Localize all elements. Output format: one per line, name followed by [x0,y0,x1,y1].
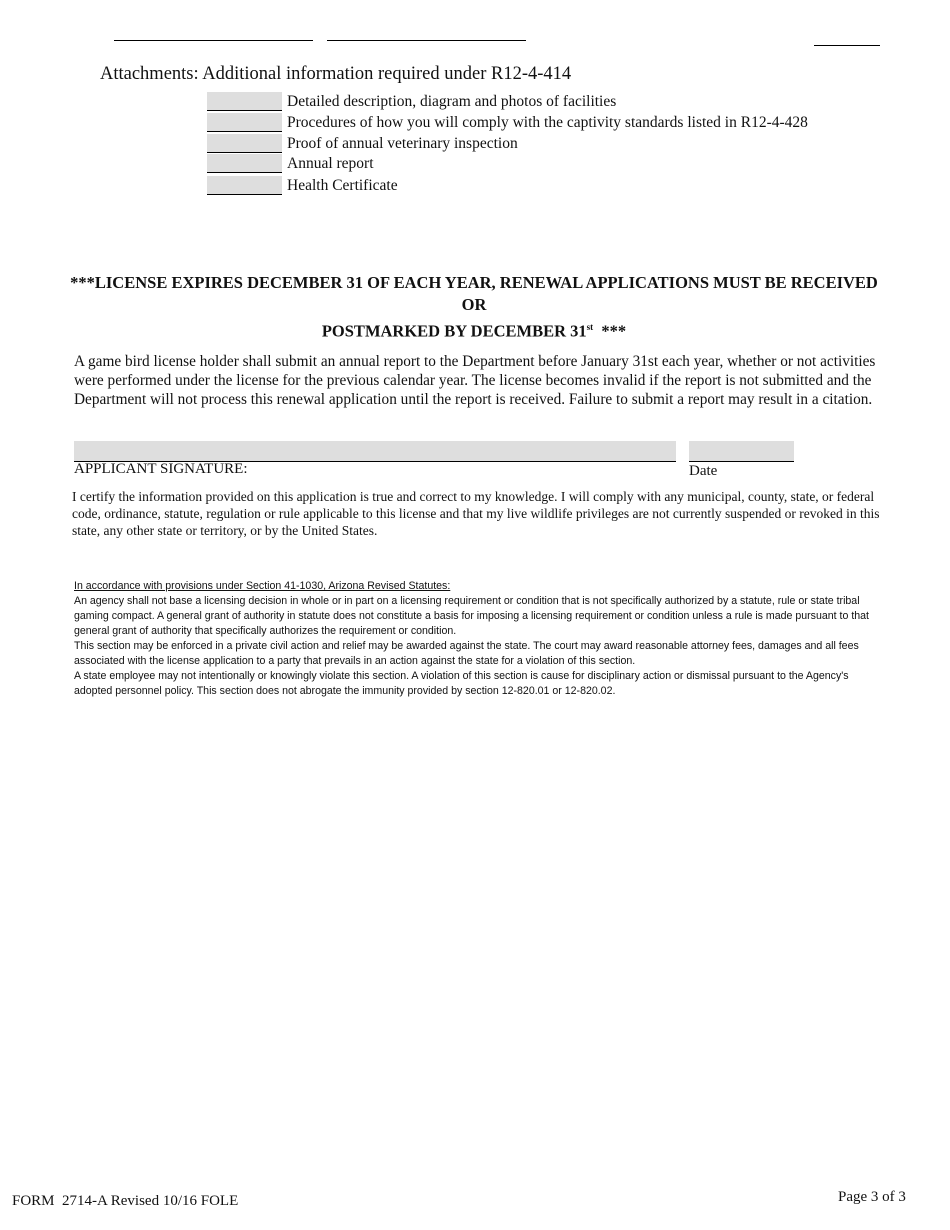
form-identifier: FORM 2714-A Revised 10/16 FOLE [12,1193,239,1209]
attachment-label: Detailed description, diagram and photos of facilities [287,93,617,110]
top-blank-line-3 [814,45,880,46]
attachment-label: Annual report [287,155,374,172]
notice-line-2 [60,316,888,343]
attachment-checkbox-field[interactable] [207,154,282,173]
attachment-label: Proof of annual veterinary inspection [287,135,518,152]
attachment-checkbox-field[interactable] [207,176,282,195]
annual-report-paragraph: A game bird license holder shall submit an annual report to the Department before January 31st each year, whether or not activities were performed under the license for the previous calendar year. The license becomes invalid if the report is not submitted and the Department will not process this renewal application until the report is received. Failure to submit a report may result in a citation. [74,353,876,408]
date-label: Date [689,463,718,479]
statute-heading: In accordance with provisions under Section 41-1030, Arizona Revised Statutes: [74,580,451,592]
applicant-signature-label: APPLICANT SIGNATURE: [74,461,248,477]
statute-body [74,594,874,699]
statute-paragraph: An agency shall not base a licensing decision in whole or in part on a licensing requirement or condition that is not specifically authorized by a statute, rule or state tribal gaming compact. A general grant of authority in statute does not constitute a basis for imposing a licensing requirement or condition unless a rule is made pursuant to that general grant of authority that specifically authorizes the requirement or condition. [74,595,869,637]
attachment-checkbox-field[interactable] [207,134,282,153]
notice-superscript: st [586,322,594,332]
statute-paragraph: This section may be enforced in a private civil action and relief may be awarded against the state. The court may award reasonable attorney fees, damages and all fees associated with the license application to a party that prevails in an action against the state for a violation of this section. [74,640,859,667]
attachment-checkbox-field[interactable] [207,113,282,132]
attachment-checkbox-field[interactable] [207,92,282,111]
applicant-signature-field[interactable] [74,441,676,462]
attachment-label: Health Certificate [287,177,398,194]
statute-paragraph: A state employee may not intentionally or knowingly violate this section. A violation of this section is cause for disciplinary action or dismissal pursuant to the Agency's adopted personnel policy. This section does not abrogate the immunity provided by section 12-820.01 or 12-820.02. [74,670,849,697]
certification-statement: I certify the information provided on this application is true and correct to my knowledge. I will comply with any municipal, county, state, or federal code, ordinance, statute, regulation or rule applicable to this license and that my live wildlife privileges are not currently suspended or revoked in this state, any other state or territory, or by the United States. [72,489,880,538]
attachments-title: Attachments: Additional information required under R12-4-414 [100,64,572,84]
page-number: Page 3 of 3 [838,1189,906,1205]
top-blank-line-1 [114,40,313,41]
notice-line-2-main: POSTMARKED BY DECEMBER 31 [321,321,587,341]
signature-date-field[interactable] [689,441,794,462]
top-blank-line-2 [327,40,526,41]
notice-line-1: ***LICENSE EXPIRES DECEMBER 31 OF EACH YEAR, RENEWAL APPLICATIONS MUST BE RECEIVED OR [70,273,878,314]
attachment-label: Procedures of how you will comply with the captivity standards listed in R12-4-428 [287,114,808,131]
license-expiration-notice [60,272,888,343]
notice-line-2-end: *** [593,321,627,341]
